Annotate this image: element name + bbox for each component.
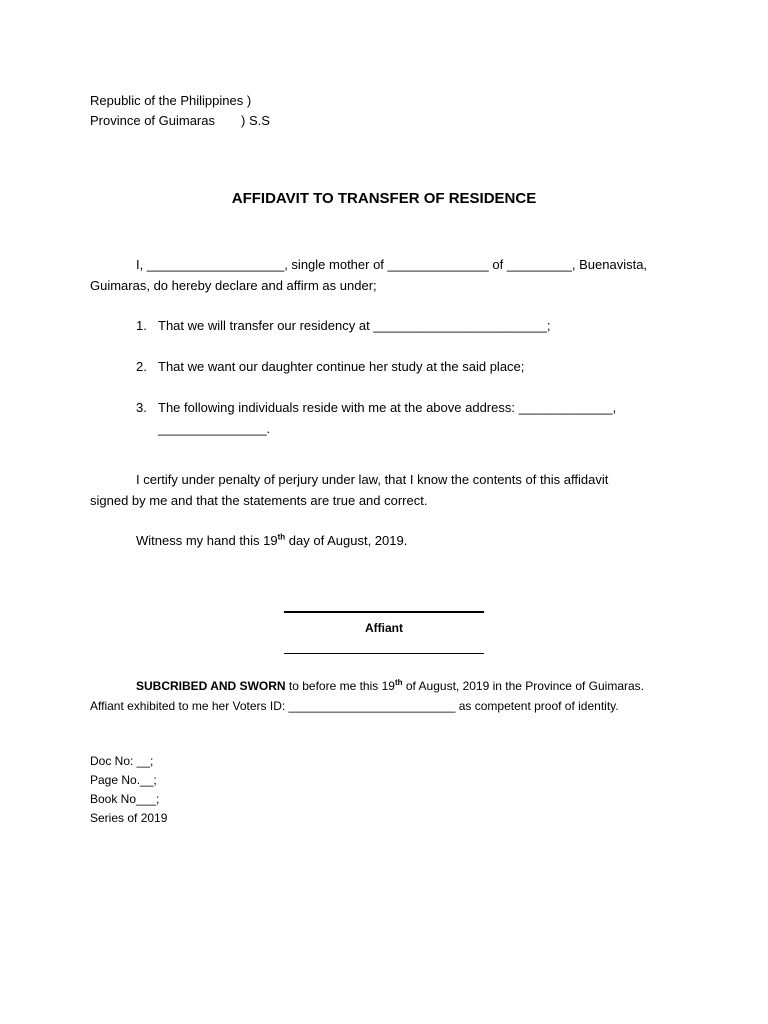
affiant-label: Affiant (365, 621, 403, 635)
intro-line-1: I, ___________________, single mother of ______________ of _________, Buenavista, (136, 257, 648, 272)
series-year: Series of 2019 (90, 811, 168, 825)
item-2-number: 2. (136, 359, 147, 374)
item-3-text: The following individuals reside with me at the above address: _____________, (158, 400, 617, 415)
document-title: AFFIDAVIT TO TRANSFER OF RESIDENCE (231, 190, 537, 207)
item-2-text: That we want our daughter continue her study at the said place; (158, 359, 525, 374)
item-1-number: 1. (136, 318, 147, 333)
certify-line-2: signed by me and that the statements are true and correct. (90, 493, 428, 508)
item-1-text: That we will transfer our residency at ________________________; (158, 318, 551, 333)
jurat-line-2: Affiant exhibited to me her Voters ID: _________________________ as competent proof of identity. (90, 699, 619, 713)
jurat-line-1: SUBCRIBED AND SWORN to before me this 19th of August, 2019 in the Province of Guimaras. (136, 678, 645, 693)
witness-line: Witness my hand this 19th day of August, 2019. (136, 532, 408, 548)
page-no: Page No.__; (90, 773, 157, 787)
venue-ss: ) S.S (241, 113, 270, 128)
book-no: Book No___; (90, 792, 160, 806)
item-3-number: 3. (136, 400, 147, 415)
venue-line-2: Province of Guimaras (90, 113, 215, 128)
item-3-continuation: _______________. (158, 421, 271, 436)
affiant-name-line (284, 653, 484, 654)
doc-no: Doc No: __; (90, 754, 154, 768)
affiant-signature-line (284, 611, 484, 613)
venue-line-1: Republic of the Philippines ) (90, 93, 252, 108)
certify-line-1: I certify under penalty of perjury under law, that I know the contents of this affidavit (136, 472, 609, 487)
intro-line-2: Guimaras, do hereby declare and affirm as under; (90, 278, 377, 293)
